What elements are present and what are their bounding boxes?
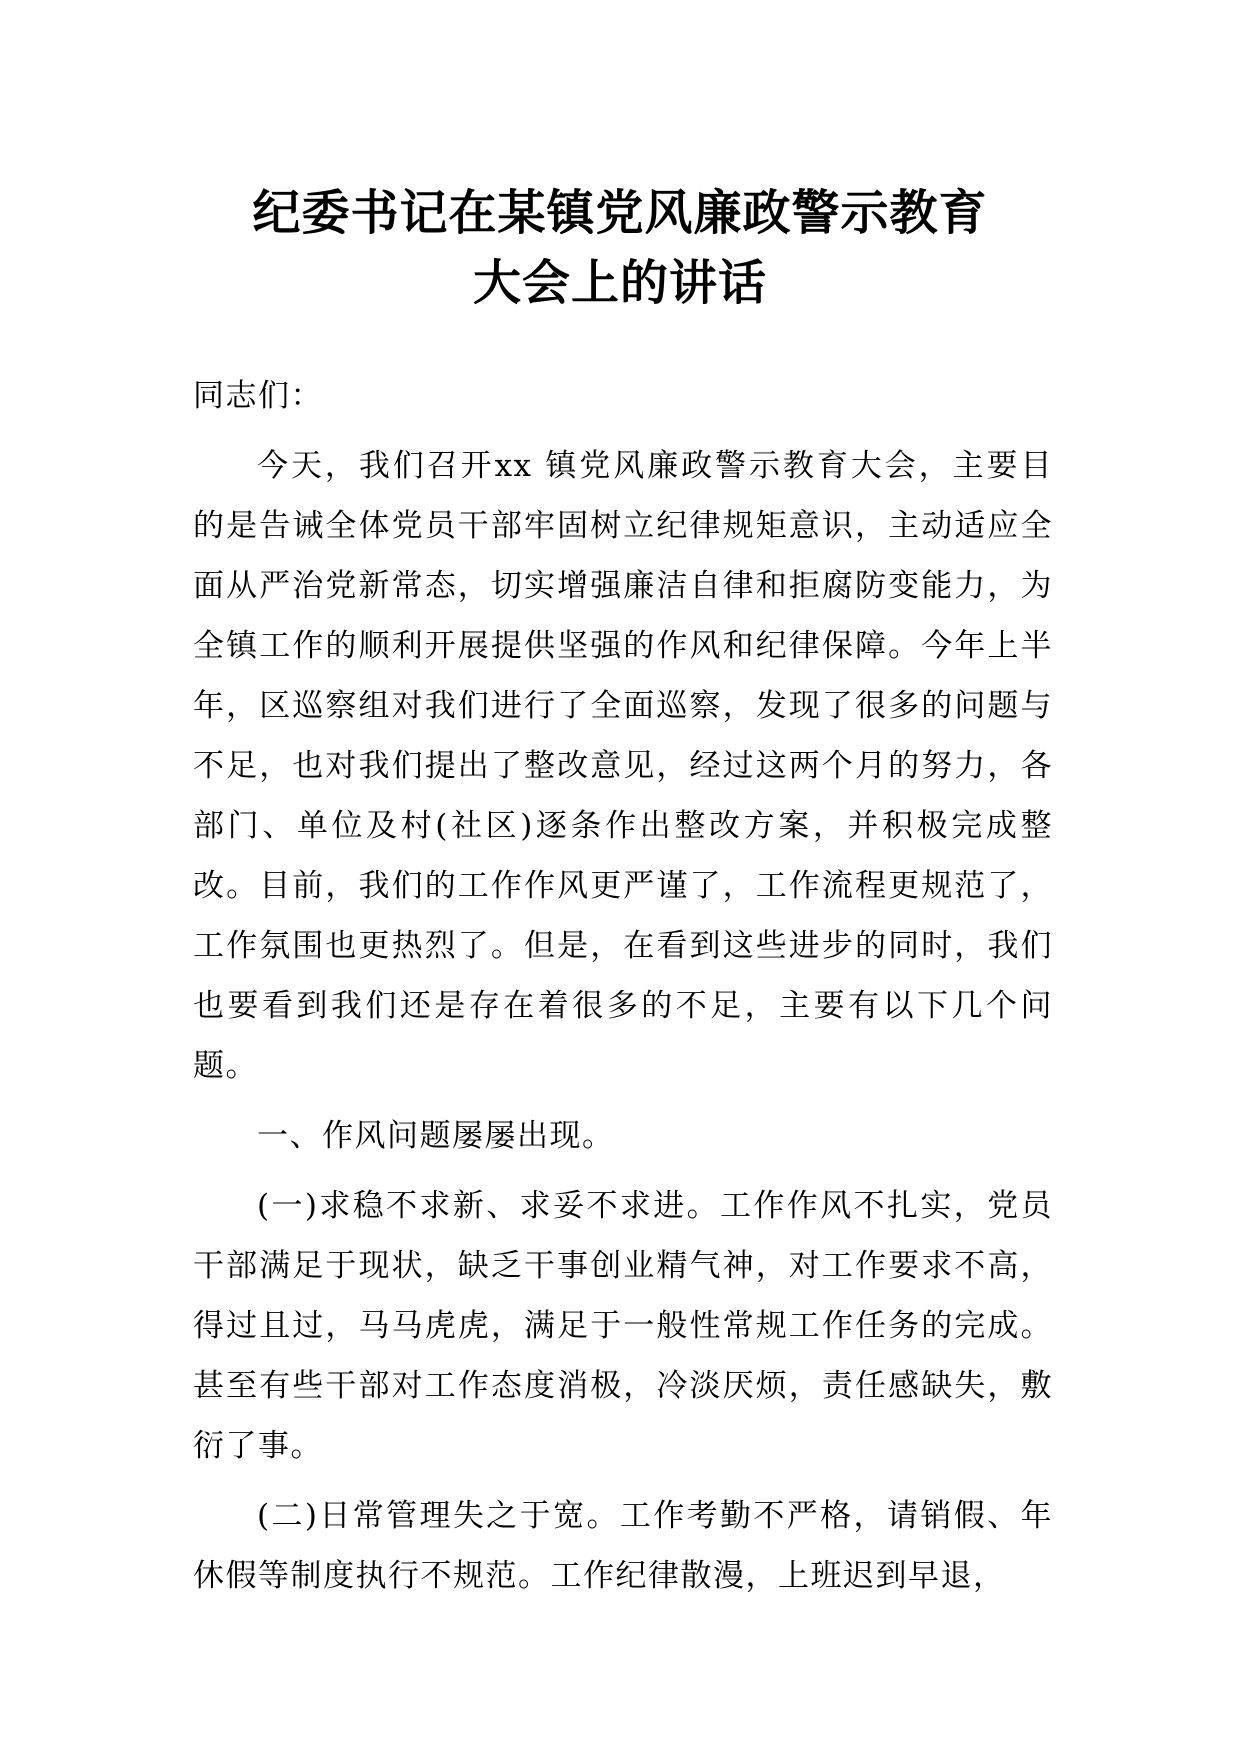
title-line-1: 纪委书记在某镇党风廉政警示教育 [252, 185, 988, 241]
document-title [120, 178, 1120, 318]
document-body [193, 366, 1053, 1616]
subsection-1-paragraph: (一)求稳不求新、求妥不求进。工作作风不扎实，党员干部满足于现状，缺乏干事创业精气神，对工作要求不高，得过且过，马马虎虎，满足于一般性常规工作任务的完成。甚至有些干部对工作态度消极，冷淡厌烦，责任感缺失，敷衍了事。 [193, 1188, 1053, 1464]
title-line-2: 大会上的讲话 [472, 255, 767, 311]
salutation: 同志们： [193, 378, 323, 414]
subsection-2-paragraph: (二)日常管理失之于宽。工作考勤不严格，请销假、年休假等制度执行不规范。工作纪律散漫，上班迟到早退， [193, 1498, 1053, 1594]
intro-paragraph: 今天，我们召开xx 镇党风廉政警示教育大会，主要目的是告诫全体党员干部牢固树立纪律规矩意识，主动适应全面从严治党新常态，切实增强廉洁自律和拒腐防变能力，为全镇工作的顺利开展提供坚强的作风和纪律保障。今年上半年，区巡察组对我们进行了全面巡察，发现了很多的问题与不足，也对我们提出了整改意见，经过这两个月的努力，各部门、单位及村(社区)逐条作出整改方案，并积极完成整改。目前，我们的工作作风更严谨了，工作流程更规范了，工作氛围也更热烈了。但是，在看到这些进步的同时，我们也要看到我们还是存在着很多的不足，主要有以下几个问题。 [193, 448, 1053, 1084]
section-1-heading: 一、作风问题屡屡出现。 [257, 1118, 615, 1154]
